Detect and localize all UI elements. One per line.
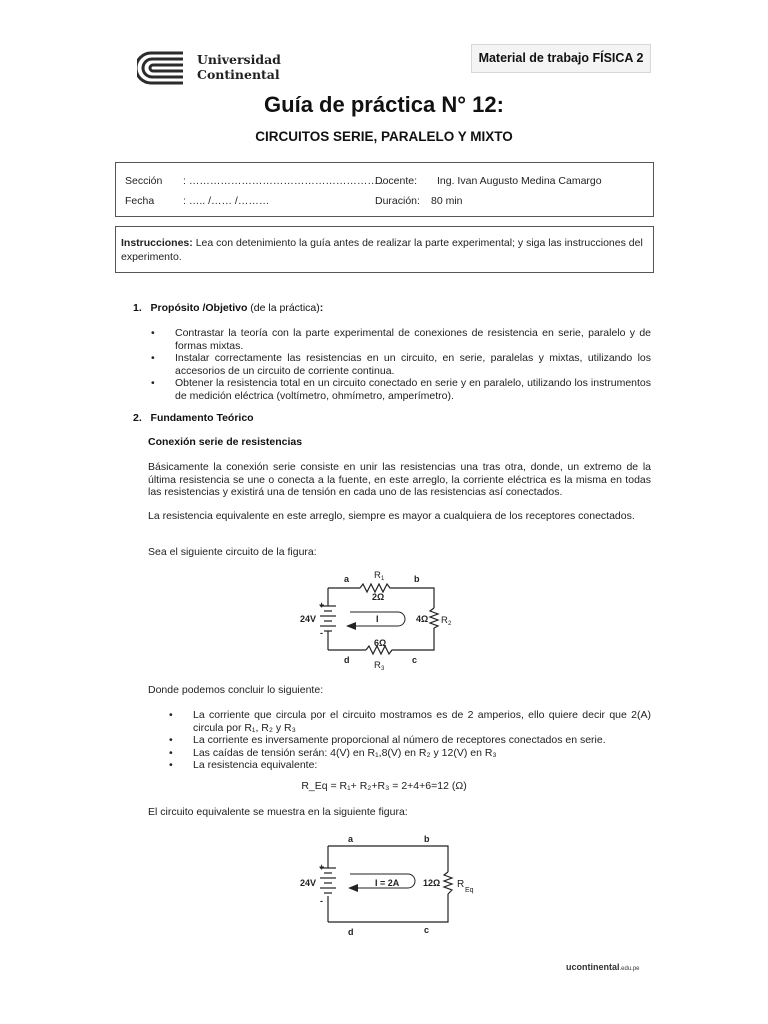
r3-value: 6Ω — [374, 638, 387, 648]
source-voltage: 24V — [300, 614, 317, 624]
duracion-label: Duración: — [375, 195, 420, 207]
plus-sign: + — [319, 600, 325, 610]
instructions-box — [115, 226, 654, 273]
minus-sign: - — [320, 628, 323, 638]
req-name: R — [457, 879, 465, 890]
r3-sub: 3 — [381, 666, 385, 672]
docente-label: Docente: — [375, 175, 418, 187]
fecha-label: Fecha — [125, 195, 155, 207]
list-item: • La resistencia equivalente: — [193, 759, 651, 772]
material-label: Material de trabajo FÍSICA 2 — [471, 44, 651, 73]
logo-line-1: Universidad — [197, 52, 281, 67]
fecha-value: : ….. /…… /……… — [183, 195, 270, 207]
section-2-number: 2. — [133, 412, 142, 424]
source-voltage: 24V — [300, 878, 317, 888]
paragraph-4: Donde podemos concluir lo siguiente: — [148, 684, 324, 696]
university-logo — [137, 49, 287, 87]
seccion-label: Sección — [125, 175, 163, 187]
req-value: 12Ω — [423, 878, 441, 888]
instructions-label: Instrucciones: — [121, 237, 193, 249]
docente-value: Ing. Ivan Augusto Medina Camargo — [437, 175, 602, 187]
plus-sign: + — [319, 862, 325, 872]
r1-sub: 1 — [381, 576, 385, 582]
node-a: a — [348, 834, 354, 844]
resistor-r2 — [430, 608, 438, 628]
node-a: a — [344, 574, 350, 584]
info-box — [115, 162, 654, 217]
equivalent-resistance-formula: R_Eq = R₁+ R₂+R₃ = 2+4+6=12 (Ω) — [301, 780, 467, 792]
equivalent-circuit-diagram — [290, 830, 490, 938]
list-item: • La corriente que circula por el circuito mostramos es de 2 amperios, ello quiere decir que 2(A) circula por R₁, R₂ y R₃ — [193, 709, 651, 734]
section-2-heading — [133, 412, 254, 424]
current-label: I = 2A — [375, 878, 400, 888]
paragraph-3: Sea el siguiente circuito de la figura: — [148, 546, 317, 558]
r2-sub: 2 — [448, 621, 452, 627]
series-circuit-diagram — [290, 566, 460, 674]
paragraph-1: Básicamente la conexión serie consiste en unir las resistencias una tras otra, donde, un extremo de la última resistencia se une o conecta a la fuente, en este arreglo, la corriente eléctrica es la misma en todas las resistencias y existirá una de tensión en cada uno de las resistencias así conectados. — [148, 461, 651, 498]
footer-domain: .edu.pe — [619, 966, 640, 972]
node-d: d — [348, 927, 354, 937]
section-2-title: Fundamento Teórico — [150, 412, 254, 424]
list-item: • Contrastar la teoría con la parte experimental de conexiones de resistencia en serie, paralelo y de formas mixtas. — [175, 327, 651, 352]
list-item: • La corriente es inversamente proporcional al número de receptores conectados en serie. — [193, 734, 651, 747]
r3-name: R — [374, 660, 381, 671]
objectives-list — [175, 327, 651, 402]
page-subtitle: CIRCUITOS SERIE, PARALELO Y MIXTO — [255, 129, 513, 144]
section-1-number: 1. — [133, 302, 142, 314]
page-title: Guía de práctica N° 12: — [264, 92, 504, 117]
r1-value: 2Ω — [372, 592, 385, 602]
footer-brand — [566, 962, 640, 972]
logo-icon — [137, 49, 187, 87]
list-item: • Instalar correctamente las resistencias en un circuito, en serie, paralelas y mixtas, utilizando los accesorios de un circuito de corriente continua. — [175, 352, 651, 377]
r2-name: R — [441, 615, 448, 626]
logo-line-2: Continental — [197, 67, 280, 82]
r2-value: 4Ω — [416, 614, 429, 624]
minus-sign: - — [320, 896, 323, 906]
paragraph-2: La resistencia equivalente en este arreglo, siempre es mayor a cualquiera de los receptores conectados. — [148, 510, 635, 522]
duracion-value: 80 min — [431, 195, 463, 207]
section-1-title-suffix: (de la práctica) — [250, 302, 320, 314]
resistor-req — [444, 872, 452, 894]
seccion-value: : ……………………………………………… . — [183, 175, 384, 187]
node-b: b — [414, 574, 420, 584]
req-sub: Eq — [465, 887, 474, 894]
conclusions-list — [193, 709, 651, 772]
resistor-r1 — [360, 584, 392, 592]
instructions-text: Lea con detenimiento la guía antes de realizar la parte experimental; y siga las instrucciones del experimento. — [121, 237, 643, 263]
node-b: b — [424, 834, 430, 844]
current-label: I — [376, 614, 379, 624]
r1-name: R — [374, 570, 381, 581]
section-1-heading — [133, 302, 323, 314]
node-c: c — [424, 925, 430, 935]
node-d: d — [344, 655, 350, 665]
list-item: • Obtener la resistencia total en un circuito conectado en serie y en paralelo, utilizando los instrumentos de medición eléctrica (voltímetro, ohmímetro, amperímetro). — [175, 377, 651, 402]
list-item: • Las caídas de tensión serán: 4(V) en R₁,8(V) en R₂ y 12(V) en R₃ — [193, 747, 651, 760]
paragraph-5: El circuito equivalente se muestra en la siguiente figura: — [148, 806, 408, 818]
node-c: c — [412, 655, 418, 665]
section-1-title: Propósito /Objetivo — [150, 302, 248, 314]
series-subheading: Conexión serie de resistencias — [148, 436, 303, 448]
section-1-colon: : — [319, 302, 324, 314]
footer-brand-name: ucontinental — [566, 962, 620, 972]
